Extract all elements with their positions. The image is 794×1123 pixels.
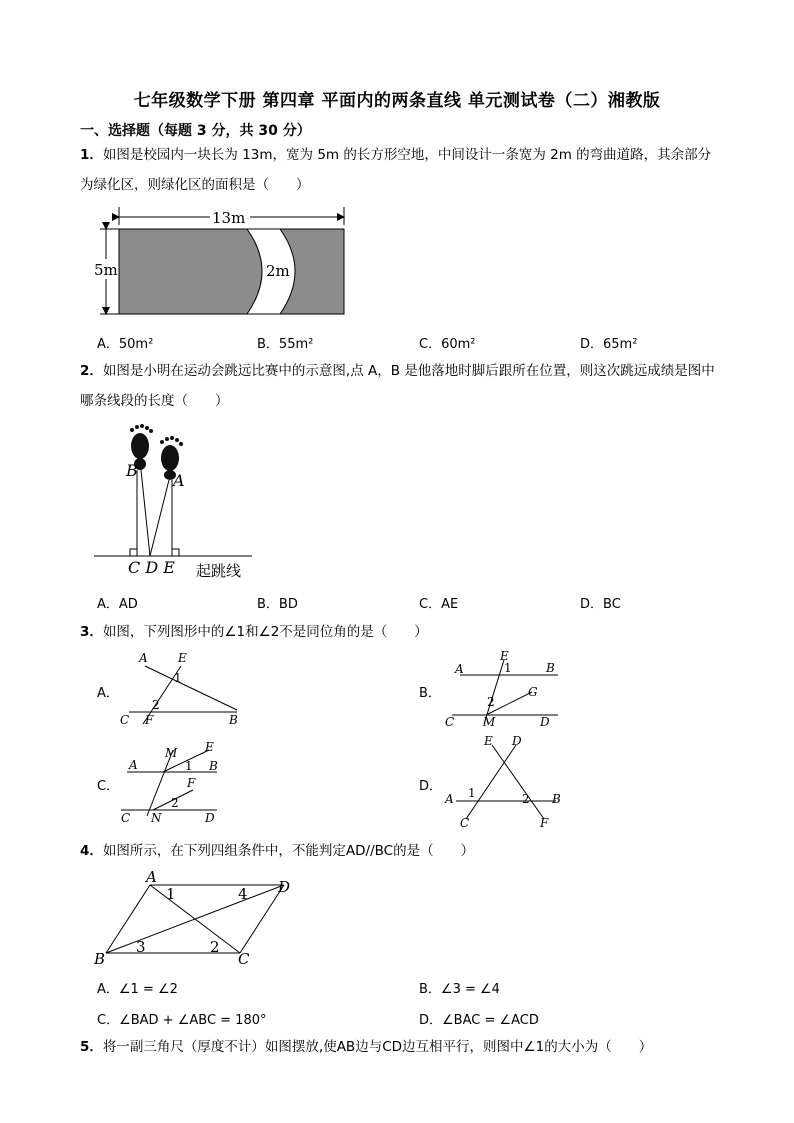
q2-figure: [92, 420, 267, 585]
label: F: [540, 816, 549, 827]
question-3: [80, 617, 720, 647]
question-text: 将一副三角尺（厚度不计）如图摆放,使AB边与CD边互相平行，则图中∠1的大小为（ ）: [102, 1039, 653, 1055]
label: B: [552, 792, 561, 806]
question-text: 如图，下列图形中的∠1和∠2不是同位角的是（ ）: [102, 624, 428, 640]
q2-label-line: 起跳线: [196, 562, 242, 580]
question-5: [80, 1032, 720, 1062]
label: E: [205, 740, 214, 754]
label: A: [129, 758, 138, 772]
label: A: [455, 662, 464, 676]
label: B: [209, 759, 218, 773]
label: 2: [522, 792, 530, 806]
label: B: [229, 713, 238, 727]
q2-label-a: A: [173, 471, 185, 490]
label: G: [528, 685, 538, 699]
label: F: [145, 713, 154, 727]
question-4: [80, 836, 720, 866]
q3-figure-c: [117, 740, 247, 822]
page-title: 七年级数学下册 第四章 平面内的两条直线 单元测试卷（二）湘教版: [133, 91, 661, 111]
q1-label-top: 13m: [212, 209, 246, 227]
label: 2: [210, 938, 220, 956]
label: F: [187, 776, 196, 790]
label: M: [483, 715, 496, 728]
label: 1: [504, 661, 512, 675]
q2-label-cde: C D E: [128, 558, 175, 577]
q3-option-c[interactable]: C．: [97, 779, 120, 794]
label: D: [512, 734, 522, 748]
label: C: [460, 816, 470, 827]
question-number: 5．: [80, 1039, 103, 1055]
q1-option-a[interactable]: A．50m²: [97, 337, 154, 352]
label: N: [151, 811, 162, 822]
q1-option-b[interactable]: B．55m²: [257, 337, 314, 352]
label: C: [121, 811, 131, 822]
label: C: [445, 715, 455, 728]
question-number: 3．: [80, 624, 103, 640]
q3-figure-a: [117, 650, 247, 728]
label: 1: [185, 759, 193, 773]
q2-option-b[interactable]: B．BD: [257, 597, 298, 612]
label: D: [278, 878, 291, 896]
label: 2: [487, 695, 495, 709]
q4-option-a[interactable]: A．∠1 = ∠2: [97, 982, 178, 997]
label: A: [445, 792, 454, 806]
label: 1: [468, 786, 476, 800]
label: 1: [166, 885, 176, 903]
question-text: 如图所示，在下列四组条件中，不能判定AD//BC的是（ ）: [102, 843, 475, 859]
q1-option-d[interactable]: D．65m²: [580, 337, 638, 352]
question-2: [80, 356, 720, 416]
q3-option-d[interactable]: D．: [419, 779, 443, 794]
q4-option-d[interactable]: D．∠BAC = ∠ACD: [419, 1013, 539, 1028]
q2-option-c[interactable]: C．AE: [419, 597, 459, 612]
label: 3: [136, 938, 146, 956]
q2-label-b: B: [126, 461, 138, 480]
label: D: [205, 811, 215, 822]
q1-label-road: 2m: [266, 262, 290, 280]
label: 1: [174, 671, 182, 685]
label: E: [500, 649, 509, 663]
question-number: 4．: [80, 843, 103, 859]
q2-option-a[interactable]: A．AD: [97, 597, 138, 612]
q1-figure: [92, 205, 354, 317]
q3-figure-b: [440, 648, 570, 728]
label: C: [238, 950, 250, 968]
q4-option-c[interactable]: C．∠BAD + ∠ABC = 180°: [97, 1013, 267, 1028]
label: E: [178, 651, 187, 665]
label: B: [94, 950, 106, 968]
question-number: 2．: [80, 363, 103, 379]
label: A: [146, 868, 157, 886]
label: M: [165, 746, 178, 760]
section-heading: 一、选择题（每题 3 分，共 30 分）: [80, 123, 311, 139]
label: A: [139, 651, 148, 665]
label: 4: [238, 885, 248, 903]
question-text: 如图是小明在运动会跳远比赛中的示意图,点 A，B 是他落地时脚后跟所在位置，则这次跳远成绩是图中哪条线段的长度（ ）: [80, 363, 715, 409]
q3-figure-d: [440, 733, 570, 827]
question-text: 如图是校园内一块长为 13m，宽为 5m 的长方形空地，中间设计一条宽为 2m 的弯曲道路，其余部分为绿化区，则绿化区的面积是（ ）: [80, 147, 712, 193]
q3-option-a[interactable]: A．: [97, 686, 119, 701]
label: E: [484, 734, 493, 748]
label: 2: [152, 698, 160, 712]
question-number: 1．: [80, 147, 103, 163]
label: C: [120, 713, 130, 727]
q3-option-b[interactable]: B．: [419, 686, 441, 701]
q4-option-b[interactable]: B．∠3 = ∠4: [419, 982, 500, 997]
label: D: [540, 715, 550, 728]
q1-option-c[interactable]: C．60m²: [419, 337, 476, 352]
label: 2: [171, 796, 179, 810]
q1-label-side: 5m: [94, 261, 118, 279]
question-1: [80, 140, 720, 200]
label: B: [546, 661, 555, 675]
q4-figure: [90, 868, 305, 968]
q2-option-d[interactable]: D．BC: [580, 597, 621, 612]
